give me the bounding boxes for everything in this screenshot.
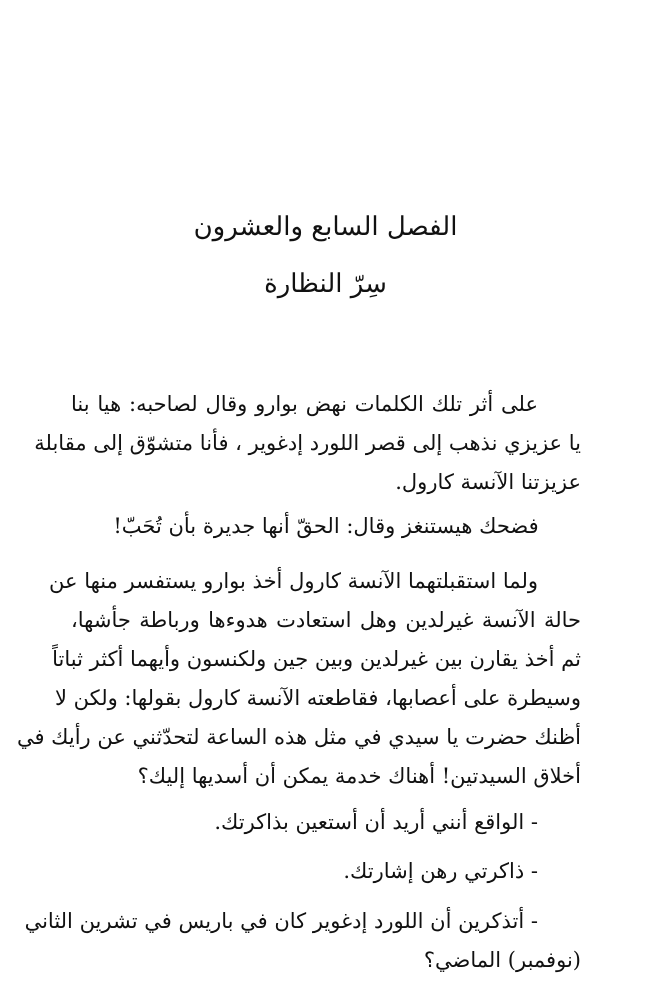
paragraph-line: ولما استقبلتهما الآنسة كارول أخذ بوارو يستفسر منها عن — [49, 569, 538, 593]
chapter-subtitle: سِرّ النظارة — [264, 269, 387, 299]
paragraph-line: أظنك حضرت يا سيدي في مثل هذه الساعة لتحدّثني عن رأيك في — [16, 725, 581, 749]
paragraph-line: عزيزتنا الآنسة كارول. — [395, 470, 581, 494]
paragraph-line: وسيطرة على أعصابها، فقاطعته الآنسة كارول بقولها: ولكن لا — [54, 686, 581, 710]
chapter-title: الفصل السابع والعشرون — [193, 212, 458, 242]
paragraph-line: حالة الآنسة غيرلدين وهل استعادت هدوءها ورباطة جأشها، — [71, 608, 581, 632]
paragraph-line: على أثر تلك الكلمات نهض بوارو وقال لصاحبه: هيا بنا — [71, 392, 538, 416]
paragraph-line: فضحك هيستنغز وقال: الحقّ أنها جديرة بأن تُحَبّ! — [113, 514, 539, 538]
paragraph-line: ثم أخذ يقارن بين غيرلدين وبين جين ولكنسون وأيهما أكثر ثباتاً — [52, 647, 581, 671]
paragraph-line: أخلاق السيدتين! أهناك خدمة يمكن أن أسديها إليك؟ — [137, 764, 581, 788]
dialogue-line: - الواقع أنني أريد أن أستعين بذاكرتك. — [214, 810, 538, 834]
paragraph-line: يا عزيزي نذهب إلى قصر اللورد إدغوير ، فأنا متشوّق إلى مقابلة — [34, 431, 581, 455]
dialogue-line: (نوفمبر) الماضي؟ — [423, 948, 581, 972]
dialogue-line: - أتذكرين أن اللورد إدغوير كان في باريس في تشرين الثاني — [24, 909, 538, 933]
dialogue-line: - ذاكرتي رهن إشارتك. — [343, 859, 538, 883]
